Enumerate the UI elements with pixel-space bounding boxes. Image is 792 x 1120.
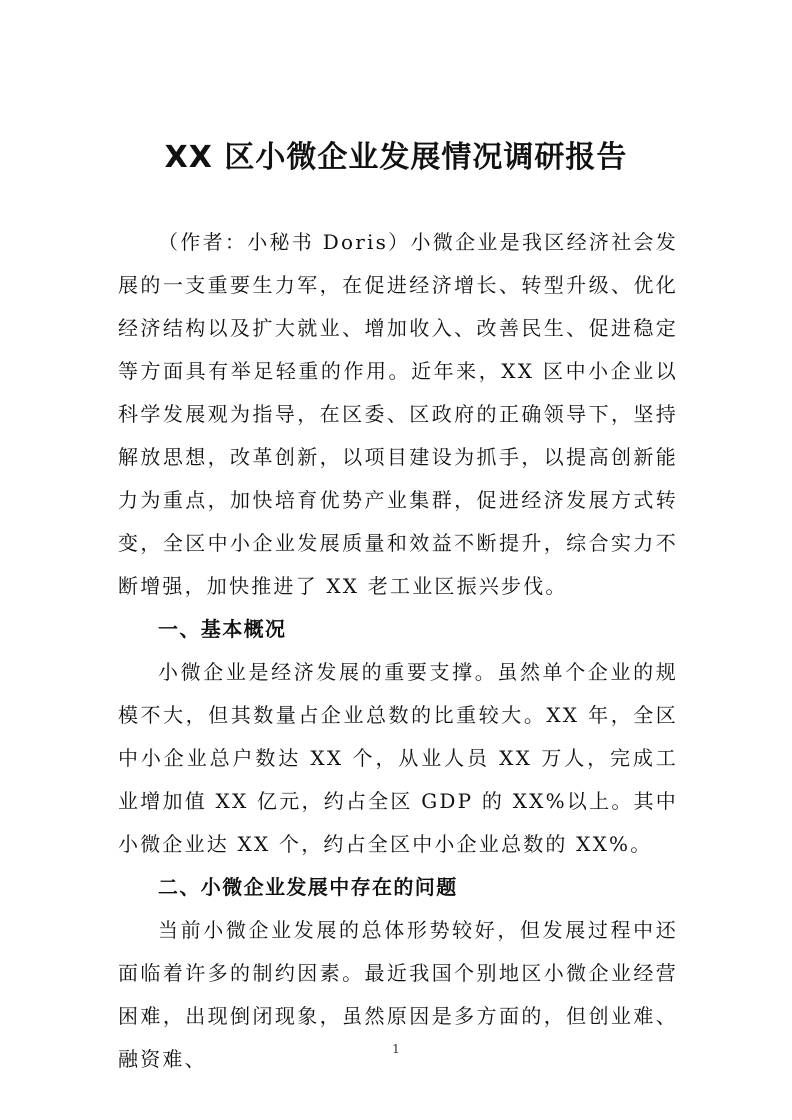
document-title: XX 区小微企业发展情况调研报告: [164, 140, 628, 175]
problems-paragraph: 当前小微企业发展的总体形势较好，但发展过程中还面临着许多的制约因素。最近我国个别地区小微企业经营困难，出现倒闭现象，虽然原因是多方面的，但创业难、融资难、: [118, 918, 678, 1071]
section-heading-problems: 二、小微企业发展中存在的问题: [158, 875, 458, 899]
section-heading-basic-overview: 一、基本概况: [158, 617, 287, 641]
intro-paragraph: （作者：小秘书 Doris）小微企业是我区经济社会发展的一支重要生力军，在促进经济增长、转型升级、优化经济结构以及扩大就业、增加收入、改善民生、促进稳定等方面具有举足轻重的作用。近年来，XX 区中小企业以科学发展观为指导，在区委、区政府的正确领导下，坚持解放思想，改革创新，以项目建设为抓手，以提高创新能力为重点，加快培育优势产业集群，促进经济发展方式转变，全区中小企业发展质量和效益不断提升，综合实力不断增强，加快推进了 XX 老工业区振兴步伐。: [118, 230, 678, 598]
page-number: 1: [392, 1042, 400, 1056]
document-body: [118, 221, 678, 1081]
basic-overview-paragraph: 小微企业是经济发展的重要支撑。虽然单个企业的规模不大，但其数量占企业总数的比重较大。XX 年，全区中小企业总户数达 XX 个，从业人员 XX 万人，完成工业增加值 XX 亿元，约占全区 GDP 的 XX%以上。其中小微企业达 XX 个，约占全区中小企业总数的 XX%。: [118, 660, 678, 856]
